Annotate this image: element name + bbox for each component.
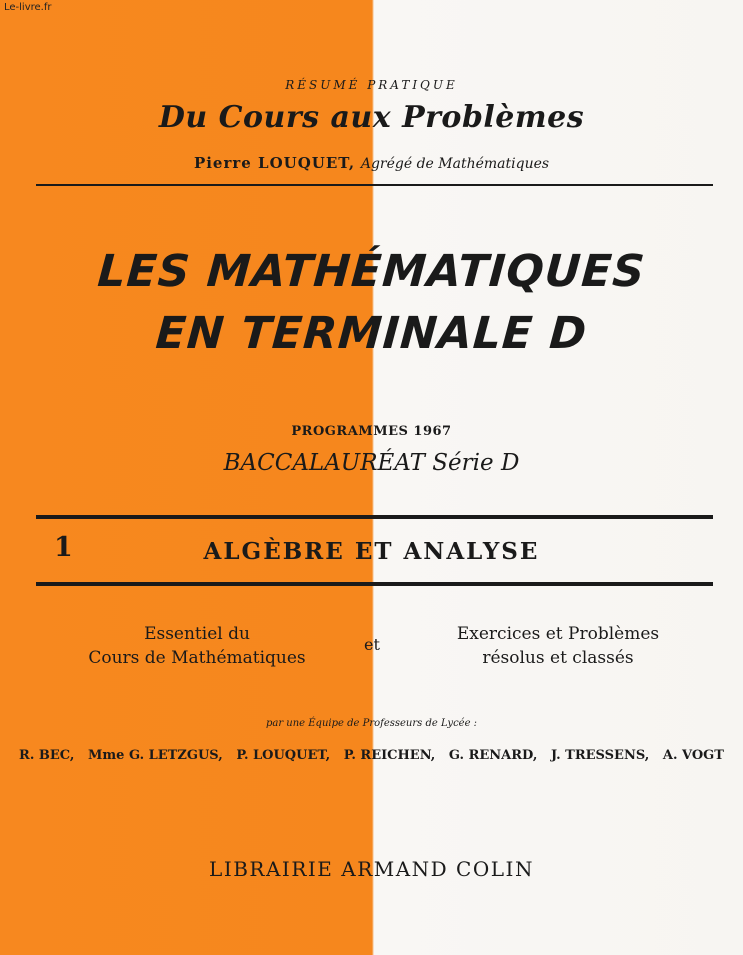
publisher: LIBRAIRIE ARMAND COLIN bbox=[209, 857, 534, 881]
contents-left-line2: Cours de Mathématiques bbox=[88, 648, 306, 668]
volume-subject: ALGÈBRE ET ANALYSE bbox=[203, 538, 540, 565]
watermark: Le-livre.fr bbox=[4, 2, 52, 13]
author-line bbox=[0, 154, 743, 172]
series-title: Du Cours aux Problèmes bbox=[158, 100, 585, 135]
series-kicker: RÉSUMÉ PRATIQUE bbox=[285, 78, 458, 92]
volume-rule-top bbox=[36, 515, 713, 519]
team-intro: par une Équipe de Professeurs de Lycée : bbox=[265, 718, 478, 729]
volume-rule-bottom bbox=[36, 582, 713, 586]
contents-right-line1: Exercices et Problèmes bbox=[456, 624, 660, 644]
baccalaureat-label: BACCALAURÉAT Série D bbox=[223, 450, 520, 476]
authors-list: R. BEC, Mme G. LETZGUS, P. LOUQUET, P. REICHEN, G. RENARD, J. TRESSENS, A. VOGT bbox=[19, 748, 724, 763]
header-rule bbox=[36, 184, 713, 186]
volume-number: 1 bbox=[54, 532, 73, 563]
author-credential: Agrégé de Mathématiques bbox=[360, 156, 550, 172]
contents-right-line2: résolus et classés bbox=[482, 648, 634, 668]
contents-left-line1: Essentiel du bbox=[144, 624, 250, 644]
contents-conjunction: et bbox=[364, 635, 380, 654]
programmes-label: PROGRAMMES 1967 bbox=[291, 424, 452, 439]
author-name: Pierre LOUQUET, bbox=[193, 154, 356, 172]
title-line-2: EN TERMINALE D bbox=[154, 308, 589, 359]
contents-left bbox=[62, 622, 332, 670]
contents-right bbox=[418, 622, 698, 670]
title-line-1: LES MATHÉMATIQUES bbox=[95, 246, 648, 297]
